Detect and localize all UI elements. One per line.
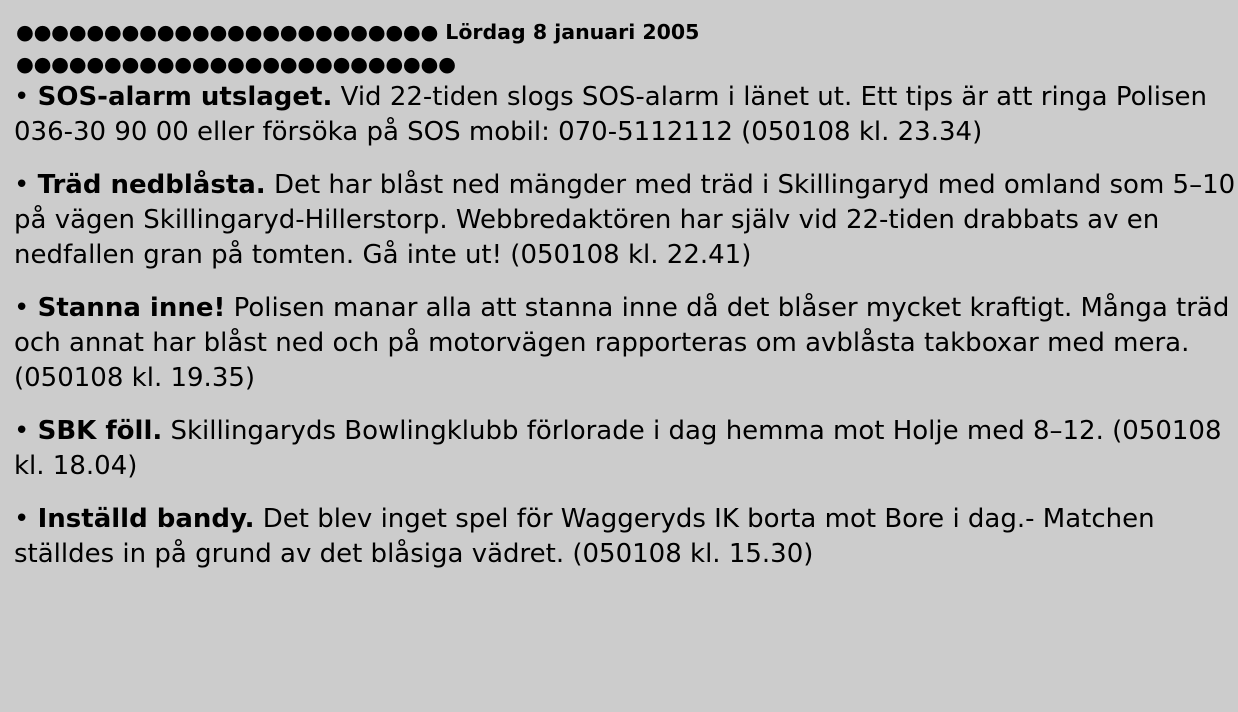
news-headline: Stanna inne!	[37, 293, 226, 323]
bullet: •	[14, 82, 30, 112]
news-body: Polisen manar alla att stanna inne då det blåser mycket kraftigt. Många träd och annat har blåst ned och på motorvägen rapporteras om avblåsta takboxar med mera. (050108 kl. 19.35)	[14, 293, 1230, 393]
news-body: Skillingaryds Bowlingklubb förlorade i dag hemma mot Holje med 8–12. (050108 kl. 18.04)	[14, 416, 1222, 481]
news-body: Det har blåst ned mängder med träd i Skillingaryd med omland som 5–10 på vägen Skillingaryd-Hillerstorp. Webbredaktören har själv vid 22-tiden drabbats av en nedfallen gran på tomten. Gå inte ut! (050108 kl. 22.41)	[14, 170, 1236, 270]
news-headline: Träd nedblåsta.	[37, 170, 266, 200]
dots-decoration: ●●●●●●●●●●●●●●●●●●●●●●●●●	[16, 52, 456, 76]
bullet: •	[14, 170, 30, 200]
news-item-sbk	[14, 414, 1238, 484]
news-headline: Inställd bandy.	[37, 504, 255, 534]
news-item-trees-down	[14, 168, 1238, 273]
bullet: •	[14, 504, 30, 534]
news-item-stay-inside	[14, 291, 1238, 396]
bullet: •	[14, 293, 30, 323]
news-headline: SBK föll.	[37, 416, 163, 446]
news-item-bandy	[14, 502, 1238, 572]
bullet: •	[14, 416, 30, 446]
date-heading: Lördag 8 januari 2005	[445, 20, 700, 44]
news-body: Vid 22-tiden slogs SOS-alarm i länet ut. Ett tips är att ringa Polisen 036-30 90 00 eller försöka på SOS mobil: 070-5112112 (050108 kl. 23.34)	[14, 82, 1207, 147]
news-item-sos-alarm	[14, 80, 1238, 150]
dots-decoration: ●●●●●●●●●●●●●●●●●●●●●●●●	[16, 20, 439, 44]
news-headline: SOS-alarm utslaget.	[37, 82, 333, 112]
date-header	[16, 16, 1016, 80]
news-body: Det blev inget spel för Waggeryds IK borta mot Bore i dag.- Matchen ställdes in på grund av det blåsiga vädret. (050108 kl. 15.30)	[14, 504, 1155, 569]
